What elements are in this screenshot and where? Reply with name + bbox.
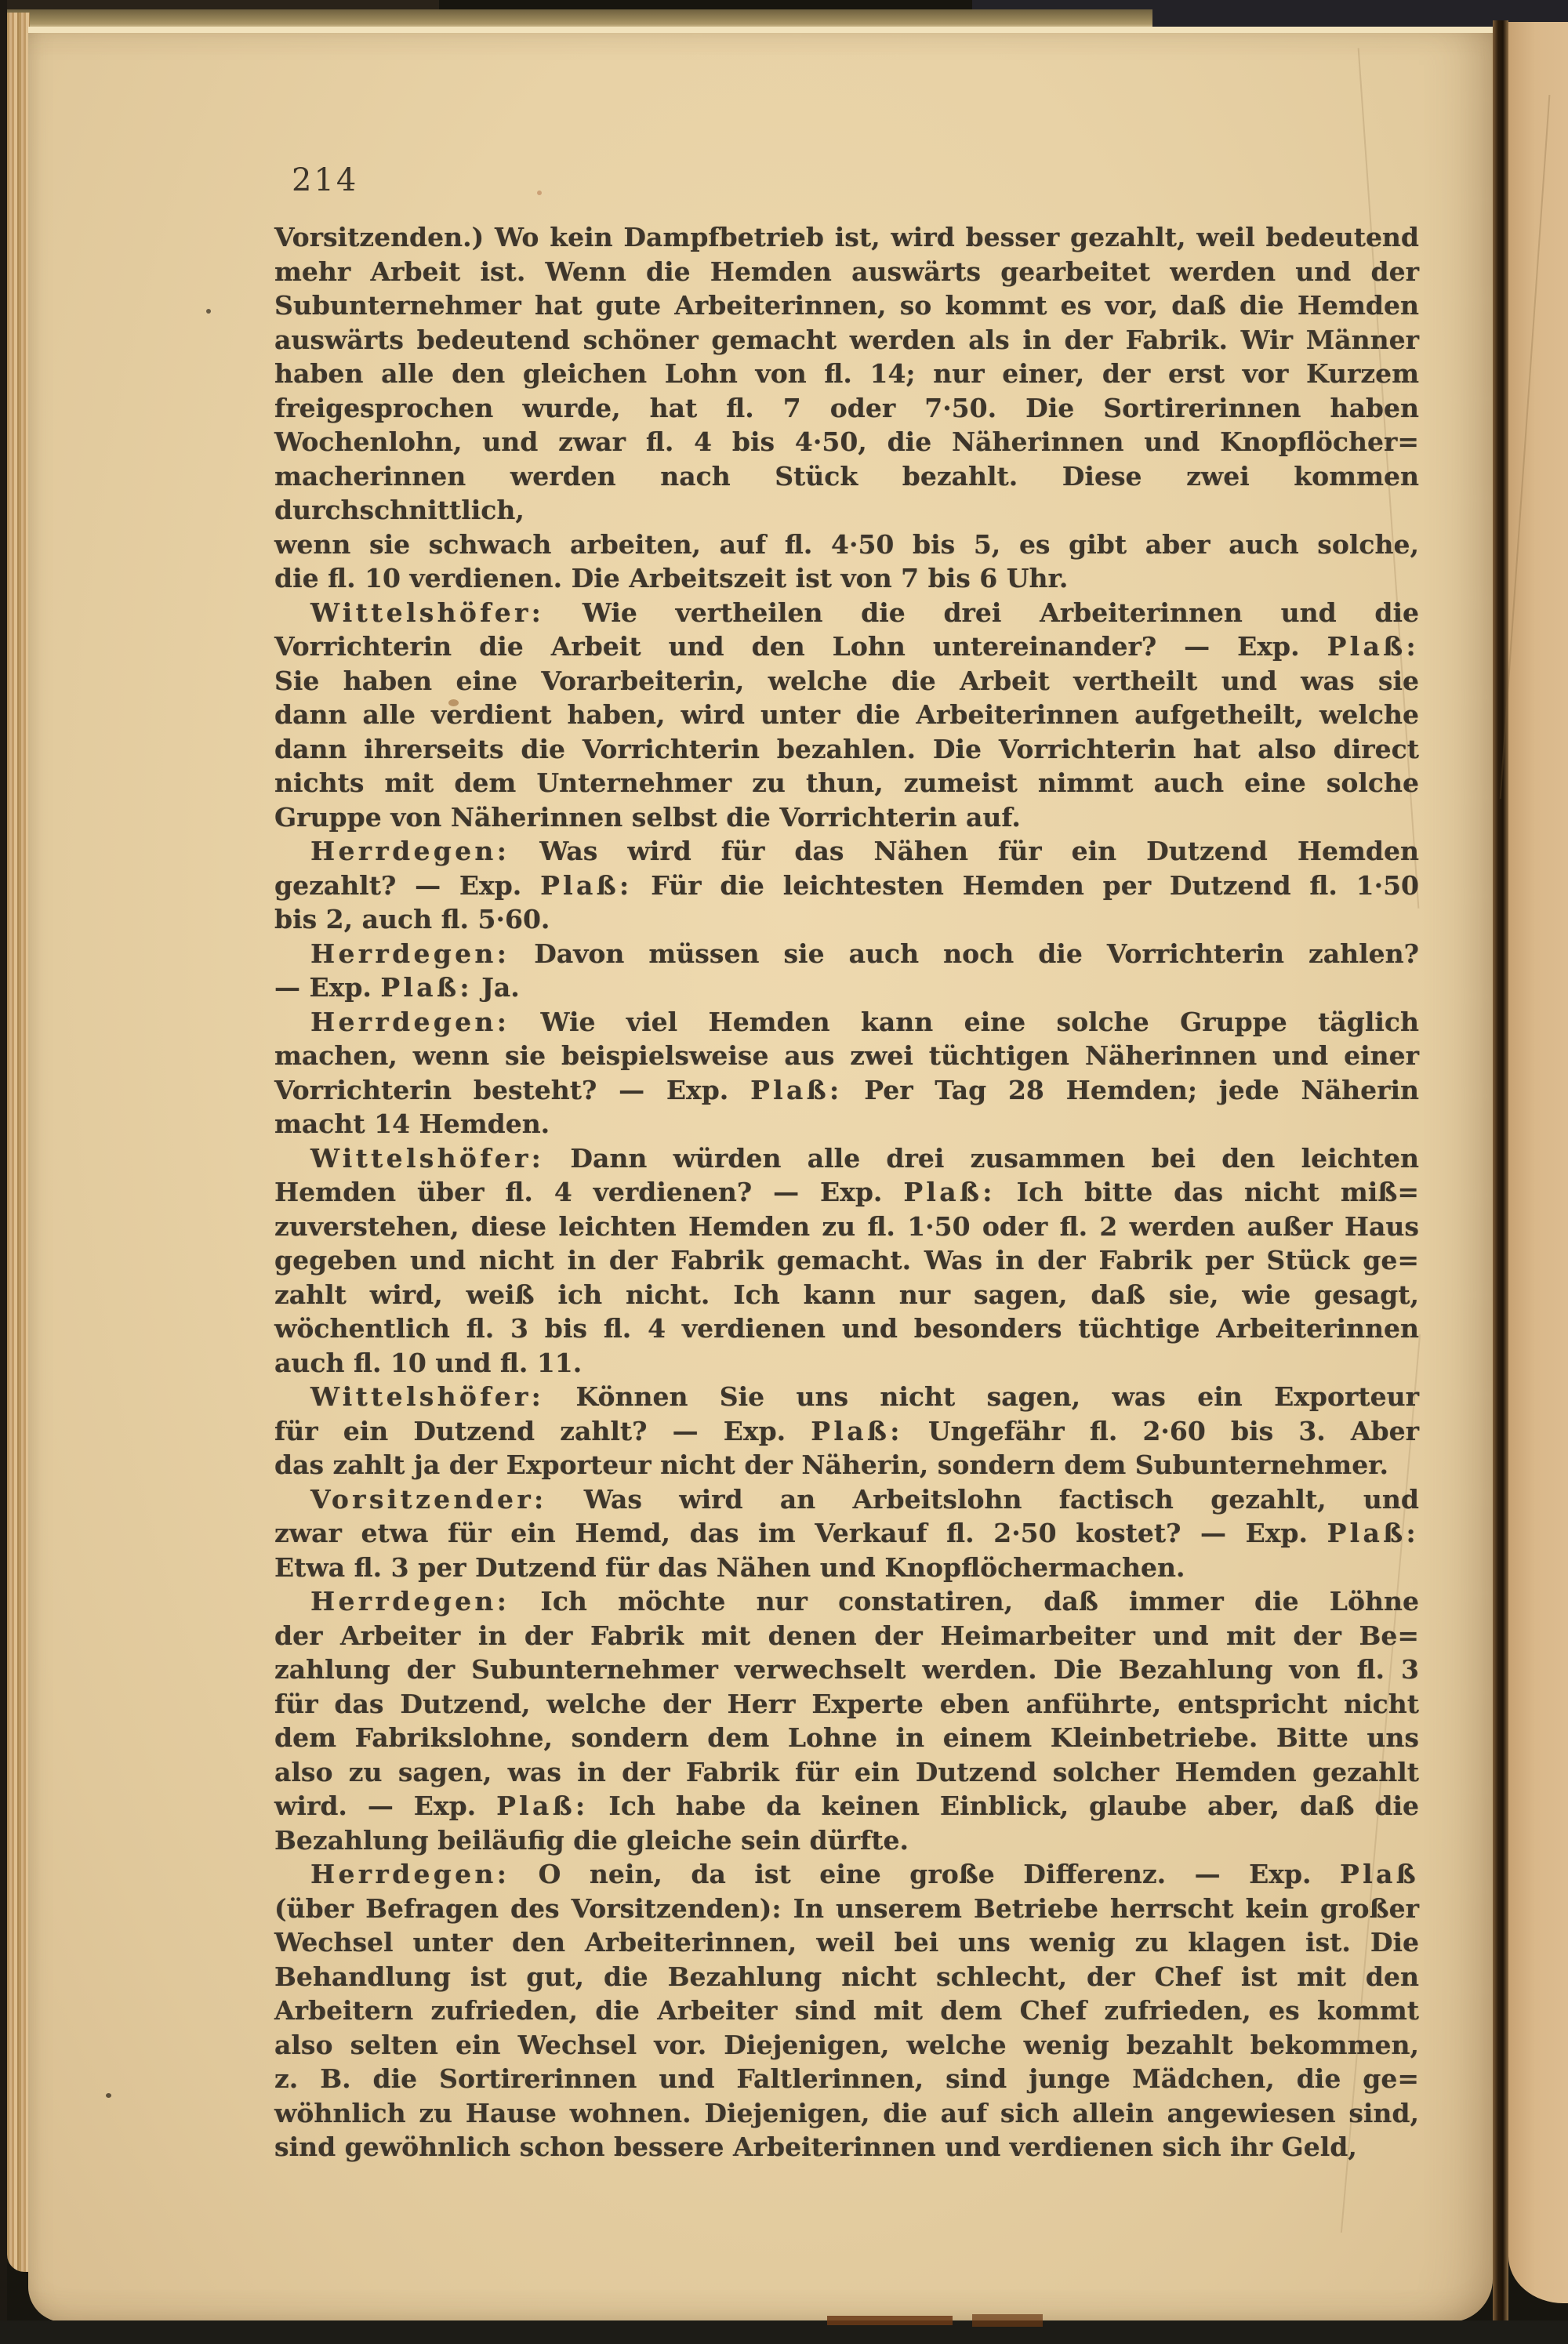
text-segment: wöchentlich fl. 3 bis fl. 4 verdienen und besonders tüchtige Arbeiterinnen [274,1313,1419,1344]
text-line [274,937,1419,971]
text-segment: Was wird an Arbeitslohn factisch gezahlt, und [546,1483,1419,1515]
text-line [274,800,1419,835]
paragraph [274,1857,1419,2164]
text-line [274,255,1419,289]
text-line [274,1073,1419,1108]
page-stack-fore-edge [7,13,30,2272]
text-line [274,2130,1419,2164]
text-line [274,1994,1419,2028]
speaker-name: Plaß: [380,972,473,1003]
text-line [274,1210,1419,1244]
paragraph [274,937,1419,1005]
text-segment: Vorsitzenden.) Wo kein Dampfbetrieb ist, wird besser gezahlt, weil bedeutend [274,222,1419,252]
page-top-edges-band [0,9,1152,27]
text-line [274,1960,1419,1994]
text-line [274,323,1419,357]
text-line [274,1721,1419,1755]
text-line [274,630,1419,664]
speaker-name: Wittelshöfer: [310,597,545,628]
paragraph [274,1141,1419,1381]
text-segment: Was wird für das Nähen für ein Dutzend Hemden [510,836,1419,866]
speaker-name: Wittelshöfer: [310,1142,545,1174]
text-segment: der Arbeiter in der Fabrik mit denen der Heimarbeiter und mit der Be= [274,1620,1419,1651]
paragraph [274,1005,1419,1141]
text-line [274,869,1419,903]
text-line [274,698,1419,732]
text-line [274,1141,1419,1176]
text-segment: dann alle verdient haben, wird unter die Arbeiterinnen aufgetheilt, welche [274,699,1419,730]
page-number: 214 [292,162,359,198]
paper-speck [537,190,542,195]
text-segment: Ich bitte das nicht miß= [995,1177,1419,1207]
text-segment: Für die leichtesten Hemden per Dutzend fl. 1·50 [632,869,1420,901]
speaker-name: Plaß: [811,1415,903,1446]
text-segment: dann ihrerseits die Vorrichterin bezahlen. Die Vorrichterin hat also direct [274,733,1419,764]
speaker-name: Plaß: [750,1074,843,1105]
text-segment: Ich möchte nur constatiren, daß immer die Löhne [510,1586,1419,1616]
text-line [274,391,1419,426]
speaker-name: Herrdegen: [310,836,510,866]
text-segment: macht 14 Hemden. [274,1109,550,1139]
text-segment: bis 2, auch fl. 5·60. [274,904,550,934]
text-segment: das zahlt ja der Exporteur nicht der Näherin, sondern dem Subunternehmer. [274,1450,1389,1480]
paragraph [274,596,1419,835]
facing-page-edge [1508,22,1568,2303]
text-line [274,1243,1419,1278]
text-segment: Davon müssen sie auch noch die Vorrichterin zahlen? [510,938,1419,969]
text-segment: für ein Dutzend zahlt? — Exp. [274,1415,811,1446]
speaker-name: Herrdegen: [310,1586,510,1616]
text-segment: Arbeitern zufrieden, die Arbeiter sind mit dem Chef zufrieden, es kommt [274,1995,1419,2026]
worn-page-edge-spot [827,2316,953,2325]
page-top-edge-highlight [28,27,1493,33]
text-segment: wöhnlich zu Hause wohnen. Diejenigen, die auf sich allein angewiesen sind, [274,2097,1419,2128]
text-segment: die fl. 10 verdienen. Die Arbeitszeit ist von 7 bis 6 Uhr. [274,563,1069,593]
worn-page-edge-spot [972,2314,1043,2327]
text-line [274,1755,1419,1790]
text-line [274,1278,1419,1312]
speaker-name: Plaß: [540,869,633,901]
text-segment: dem Fabrikslohne, sondern dem Lohne in einem Kleinbetriebe. Bitte uns [274,1722,1419,1753]
speaker-name: Plaß [1340,1859,1419,1889]
text-line [274,528,1419,562]
text-line [274,288,1419,323]
text-line [274,766,1419,800]
text-segment: macherinnen werden nach Stück bezahlt. Diese zwei kommen durchschnittlich, [274,460,1419,525]
text-segment: gegeben und nicht in der Fabrik gemacht. Was in der Fabrik per Stück ge= [274,1245,1419,1275]
text-line [274,1687,1419,1722]
text-segment: für das Dutzend, welche der Herr Experte eben anführte, entspricht nicht [274,1688,1419,1719]
text-line [274,1925,1419,1960]
text-segment: Bezahlung beiläufig die gleiche sein dürfte. [274,1824,909,1856]
text-line [274,1619,1419,1653]
speaker-name: Plaß: [496,1791,589,1821]
text-line [274,1380,1419,1414]
text-segment: Per Tag 28 Hemden; jede Näherin [842,1074,1419,1105]
scan-bottom-dark-band [0,2320,1568,2344]
text-segment: Vorrichterin die Arbeit und den Lohn untereinander? — Exp. [274,631,1327,662]
text-line [274,1414,1419,1449]
text-line [274,1584,1419,1619]
text-line [274,2028,1419,2063]
text-segment: mehr Arbeit ist. Wenn die Hemden auswärts gearbeitet werden und der [274,256,1419,287]
text-segment: Subunternehmer hat gute Arbeiterinnen, so kommt es vor, daß die Hemden [274,290,1419,321]
text-segment: machen, wenn sie beispielsweise aus zwei tüchtigen Näherinnen und einer [274,1040,1419,1071]
speaker-name: Herrdegen: [310,938,510,969]
text-line [274,357,1419,391]
text-line [274,2096,1419,2131]
text-line [274,220,1419,255]
text-segment: zahlung der Subunternehmer verwechselt werden. Die Bezahlung von fl. 3 [274,1654,1419,1685]
text-segment: wenn sie schwach arbeiten, auf fl. 4·50 bis 5, es gibt aber auch solche, [274,528,1419,560]
text-segment: Ja. [472,972,520,1003]
text-line [274,1857,1419,1892]
text-line [274,561,1419,596]
text-line [274,1448,1419,1482]
text-line [274,459,1419,528]
text-line [274,596,1419,630]
text-line [274,664,1419,698]
text-segment: freigesprochen wurde, hat fl. 7 oder 7·50. Die Sortirerinnen haben [274,392,1419,423]
text-line [274,1312,1419,1346]
text-line [274,2062,1419,2096]
text-segment: nichts mit dem Unternehmer zu thun, zumeist nimmt auch eine solche [274,767,1419,798]
text-segment: Vorrichterin besteht? — Exp. [274,1074,751,1105]
text-segment: Hemden über fl. 4 verdienen? — Exp. [274,1177,904,1207]
paragraph [274,834,1419,937]
text-line [274,1823,1419,1858]
paper-speck [106,2093,111,2098]
text-segment: Wochenlohn, und zwar fl. 4 bis 4·50, die Näherinnen und Knopflöcher= [274,426,1419,457]
text-line [274,1653,1419,1687]
text-segment: auswärts bedeutend schöner gemacht werden als in der Fabrik. Wir Männer [274,324,1419,355]
text-line [274,1551,1419,1585]
text-block [274,220,1419,2164]
text-segment: gezahlt? — Exp. [274,869,541,901]
text-line [274,902,1419,937]
paragraph [274,1584,1419,1857]
paragraph [274,220,1419,596]
paragraph [274,1380,1419,1482]
text-segment: Etwa fl. 3 per Dutzend für das Nähen und Knopflöchermachen. [274,1551,1185,1583]
text-line [274,971,1419,1005]
text-line [274,1346,1419,1381]
text-segment: O nein, da ist eine große Differenz. — Exp. [510,1859,1341,1889]
text-segment: also selten ein Wechsel vor. Diejenigen, welche wenig bezahlt bekommen, [274,2029,1419,2060]
text-line [274,425,1419,459]
text-line [274,1005,1419,1040]
speaker-name: Plaß: [903,1177,996,1207]
text-segment: zahlt wird, weiß ich nicht. Ich kann nur sagen, daß sie, wie gesagt, [274,1279,1419,1310]
speaker-name: Plaß: [1327,1518,1419,1548]
speaker-name: Wittelshöfer: [310,1381,545,1412]
text-segment: Gruppe von Näherinnen selbst die Vorrichterin auf. [274,801,1021,833]
text-segment: — Exp. [274,972,381,1003]
text-segment: Wie viel Hemden kann eine solche Gruppe täglich [510,1006,1419,1037]
text-line [274,1482,1419,1517]
text-segment: wird. — Exp. [274,1791,497,1821]
text-segment: Können Sie uns nicht sagen, was ein Exporteur [544,1381,1419,1412]
text-line [274,834,1419,869]
text-segment: auch fl. 10 und fl. 11. [274,1347,583,1378]
speaker-name: Plaß: [1327,631,1419,662]
scan-left-dark-edge [0,0,7,2344]
text-line [274,1107,1419,1141]
text-segment: Sie haben eine Vorarbeiterin, welche die Arbeit vertheilt und was sie [274,665,1419,696]
speaker-name: Herrdegen: [310,1859,510,1889]
text-segment: Ungefähr fl. 2·60 bis 3. Aber [902,1415,1419,1446]
text-segment: sind gewöhnlich schon bessere Arbeiterinnen und verdienen sich ihr Geld, [274,2132,1357,2162]
paper-speck [206,309,211,314]
speaker-name: Herrdegen: [310,1006,510,1037]
text-line [274,1789,1419,1823]
paragraph [274,1482,1419,1585]
text-segment: z. B. die Sortirerinnen und Faltlerinnen, sind junge Mädchen, die ge= [274,2063,1419,2094]
text-line [274,732,1419,767]
text-segment: Wie vertheilen die drei Arbeiterinnen und die [544,597,1419,628]
text-segment: zuverstehen, diese leichten Hemden zu fl. 1·50 oder fl. 2 werden außer Haus [274,1210,1419,1242]
text-segment: (über Befragen des Vorsitzenden): In unserem Betriebe herrscht kein großer [274,1892,1419,1924]
text-segment: zwar etwa für ein Hemd, das im Verkauf fl. 2·50 kostet? — Exp. [274,1518,1327,1548]
text-segment: also zu sagen, was in der Fabrik für ein Dutzend solcher Hemden gezahlt [274,1756,1419,1787]
text-segment: Behandlung ist gut, die Bezahlung nicht schlecht, der Chef ist mit den [274,1961,1419,1992]
text-line [274,1039,1419,1073]
text-segment: Dann würden alle drei zusammen bei den leichten [544,1142,1419,1174]
speaker-name: Vorsitzender: [310,1483,547,1515]
text-segment: Wechsel unter den Arbeiterinnen, weil bei uns wenig zu klagen ist. Die [274,1927,1419,1958]
text-segment: haben alle den gleichen Lohn von fl. 14; nur einer, der erst vor Kurzem [274,358,1419,389]
text-line [274,1892,1419,1926]
text-line [274,1516,1419,1551]
text-line [274,1175,1419,1210]
text-segment: Ich habe da keinen Einblick, glaube aber, daß die [588,1791,1420,1821]
page-gutter-groove [1493,20,1508,2344]
